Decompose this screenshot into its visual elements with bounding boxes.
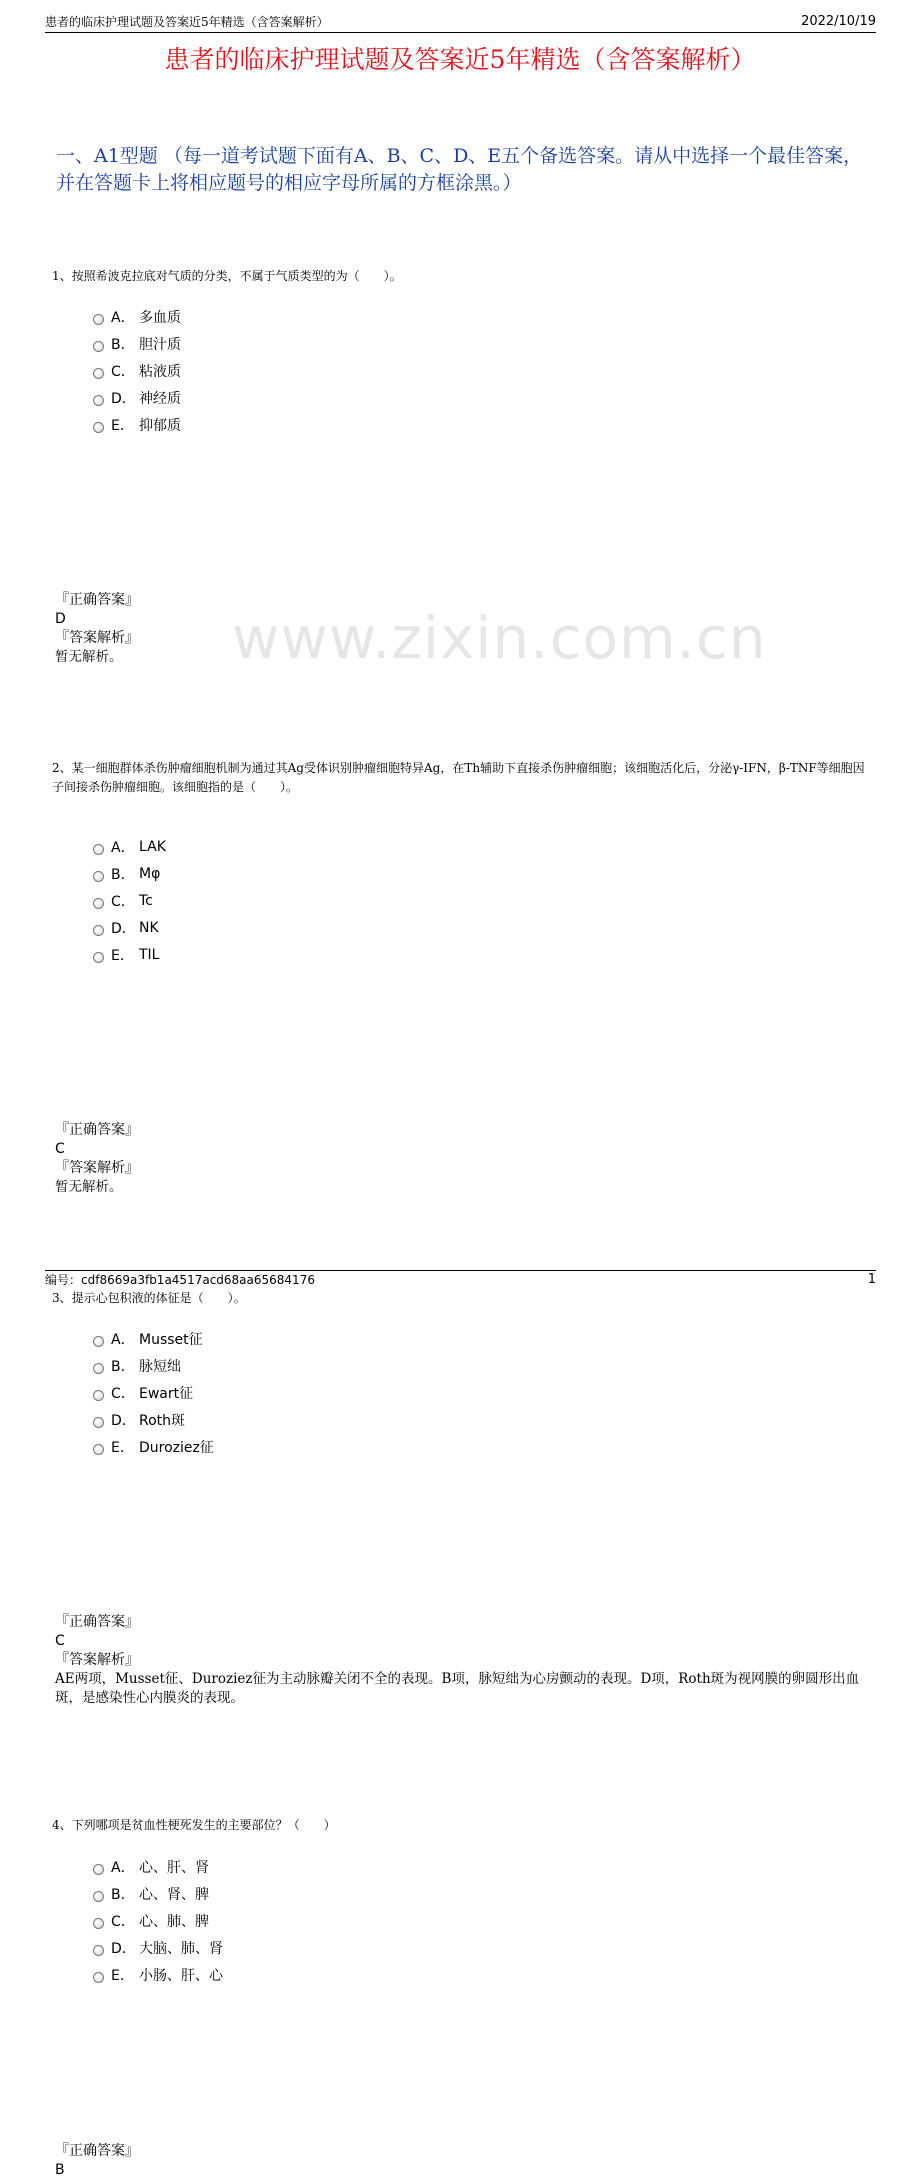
correct-answer: C — [55, 1633, 65, 1649]
option-a[interactable] — [93, 303, 920, 330]
answer-label: 『正确答案』 — [55, 1614, 139, 1630]
option-b[interactable] — [93, 1880, 920, 1907]
radio-icon[interactable] — [93, 1444, 104, 1455]
option-b[interactable] — [93, 1352, 920, 1379]
option-text: 粘液质 — [139, 363, 181, 380]
explanation-label: 『答案解析』 — [55, 1652, 139, 1668]
radio-icon[interactable] — [93, 1390, 104, 1401]
option-text: LAK — [139, 838, 166, 855]
radio-icon[interactable] — [93, 925, 104, 936]
page-header — [45, 14, 876, 33]
radio-icon[interactable] — [93, 1417, 104, 1428]
option-a[interactable] — [93, 1325, 920, 1352]
option-text: 多血质 — [139, 309, 181, 326]
option-text: 心、肾、脾 — [139, 1886, 209, 1903]
option-text: 心、肺、脾 — [139, 1913, 209, 1930]
option-text: Mφ — [139, 865, 161, 882]
document-title: 患者的临床护理试题及答案近5年精选（含答案解析） — [164, 45, 756, 74]
radio-icon[interactable] — [93, 314, 104, 325]
answer-block — [55, 2142, 870, 2180]
option-d[interactable] — [93, 1406, 920, 1433]
answer-label: 『正确答案』 — [55, 1122, 139, 1138]
option-text: Roth斑 — [139, 1412, 186, 1429]
radio-icon[interactable] — [93, 898, 104, 909]
option-letter: B． — [111, 866, 135, 883]
option-letter: B． — [111, 1358, 135, 1375]
option-letter: A． — [111, 1859, 135, 1876]
option-text: NK — [139, 919, 159, 936]
option-b[interactable] — [93, 330, 920, 357]
option-e[interactable] — [93, 411, 920, 438]
radio-icon[interactable] — [93, 952, 104, 963]
question-stem: 2、某一细胞群体杀伤肿瘤细胞机制为通过其Ag受体识别肿瘤细胞特异Ag，在Th辅助下直接杀伤肿瘤细胞；该细胞活化后，分泌γ-IFN，β-TNF等细胞因子间接杀伤肿瘤细胞。该细胞指的是（ ）。 — [52, 761, 865, 794]
radio-icon[interactable] — [93, 871, 104, 882]
option-letter: D． — [111, 1412, 136, 1429]
radio-icon[interactable] — [93, 368, 104, 379]
option-b[interactable] — [93, 860, 920, 887]
question-stem: 3、提示心包积液的体征是（ ）。 — [52, 1291, 246, 1305]
option-letter: B． — [111, 1886, 135, 1903]
header-doc-title: 患者的临床护理试题及答案近5年精选（含答案解析） — [45, 15, 329, 29]
option-d[interactable] — [93, 914, 920, 941]
option-text: 大脑、肺、肾 — [139, 1940, 223, 1957]
option-text: 心、肝、肾 — [139, 1859, 209, 1876]
option-letter: A． — [111, 1331, 135, 1348]
option-text: Musset征 — [139, 1331, 203, 1348]
answer-block — [55, 1613, 870, 1708]
radio-icon[interactable] — [93, 1918, 104, 1929]
options-list — [93, 1325, 920, 1460]
radio-icon[interactable] — [93, 1336, 104, 1347]
option-letter: C． — [111, 893, 135, 910]
options-list — [93, 303, 920, 438]
radio-icon[interactable] — [93, 341, 104, 352]
section-heading: 一、A1型题 （每一道考试题下面有A、B、C、D、E五个备选答案。请从中选择一个最佳答案，并在答题卡上将相应题号的相应字母所属的方框涂黑。） — [56, 145, 863, 194]
option-letter: A． — [111, 309, 135, 326]
correct-answer: D — [55, 611, 66, 627]
page-footer — [45, 1270, 876, 1291]
option-text: Ewart征 — [139, 1385, 194, 1402]
question-stem: 1、按照希波克拉底对气质的分类，不属于气质类型的为（ ）。 — [52, 269, 402, 283]
option-letter: B． — [111, 336, 135, 353]
option-letter: A． — [111, 839, 135, 856]
correct-answer: B — [55, 2162, 65, 2178]
radio-icon[interactable] — [93, 1363, 104, 1374]
explanation-text: AE两项，Musset征、Duroziez征为主动脉瓣关闭不全的表现。B项，脉短绌为心房颤动的表现。D项，Roth斑为视网膜的卵圆形出血斑，是感染性心内膜炎的表现。 — [55, 1671, 860, 1706]
option-text: Duroziez征 — [139, 1439, 214, 1456]
option-a[interactable] — [93, 833, 920, 860]
explanation-label: 『答案解析』 — [55, 1160, 139, 1176]
radio-icon[interactable] — [93, 395, 104, 406]
radio-icon[interactable] — [93, 1864, 104, 1875]
option-letter: E． — [111, 1967, 134, 1984]
explanation-text: 暂无解析。 — [55, 1179, 123, 1195]
option-letter: C． — [111, 1385, 135, 1402]
answer-block — [55, 1121, 870, 1197]
option-e[interactable] — [93, 1433, 920, 1460]
radio-icon[interactable] — [93, 1945, 104, 1956]
option-e[interactable] — [93, 1961, 920, 1988]
option-text: 抑郁质 — [139, 417, 181, 434]
option-c[interactable] — [93, 887, 920, 914]
option-letter: E． — [111, 947, 134, 964]
radio-icon[interactable] — [93, 1972, 104, 1983]
option-c[interactable] — [93, 1907, 920, 1934]
options-list — [93, 833, 920, 968]
option-text: Tc — [139, 892, 153, 909]
radio-icon[interactable] — [93, 1891, 104, 1902]
option-letter: D． — [111, 1940, 136, 1957]
page-number: 1 — [867, 1272, 876, 1287]
answer-block — [55, 591, 870, 667]
radio-icon[interactable] — [93, 844, 104, 855]
explanation-text: 暂无解析。 — [55, 649, 123, 665]
option-d[interactable] — [93, 384, 920, 411]
option-letter: C． — [111, 363, 135, 380]
document-id: 编号：cdf8669a3fb1a4517acd68aa65684176 — [45, 1273, 315, 1287]
option-text: TIL — [139, 946, 160, 963]
option-c[interactable] — [93, 357, 920, 384]
option-d[interactable] — [93, 1934, 920, 1961]
option-e[interactable] — [93, 941, 920, 968]
options-list — [93, 1853, 920, 1988]
option-letter: C． — [111, 1913, 135, 1930]
option-text: 神经质 — [139, 390, 181, 407]
correct-answer: C — [55, 1141, 65, 1157]
header-date: 2022/10/19 — [801, 14, 876, 29]
option-letter: D． — [111, 390, 136, 407]
explanation-label: 『答案解析』 — [55, 630, 139, 646]
answer-label: 『正确答案』 — [55, 2143, 139, 2159]
option-a[interactable] — [93, 1853, 920, 1880]
option-letter: E． — [111, 417, 134, 434]
option-text: 小肠、肝、心 — [139, 1967, 223, 1984]
option-c[interactable] — [93, 1379, 920, 1406]
option-letter: D． — [111, 920, 136, 937]
watermark: www.zixin.com.cn — [232, 604, 767, 672]
radio-icon[interactable] — [93, 422, 104, 433]
option-text: 胆汁质 — [139, 336, 181, 353]
answer-label: 『正确答案』 — [55, 592, 139, 608]
question-stem: 4、下列哪项是贫血性梗死发生的主要部位？（ ） — [52, 1818, 336, 1832]
option-text: 脉短绌 — [139, 1358, 181, 1375]
option-letter: E． — [111, 1439, 134, 1456]
